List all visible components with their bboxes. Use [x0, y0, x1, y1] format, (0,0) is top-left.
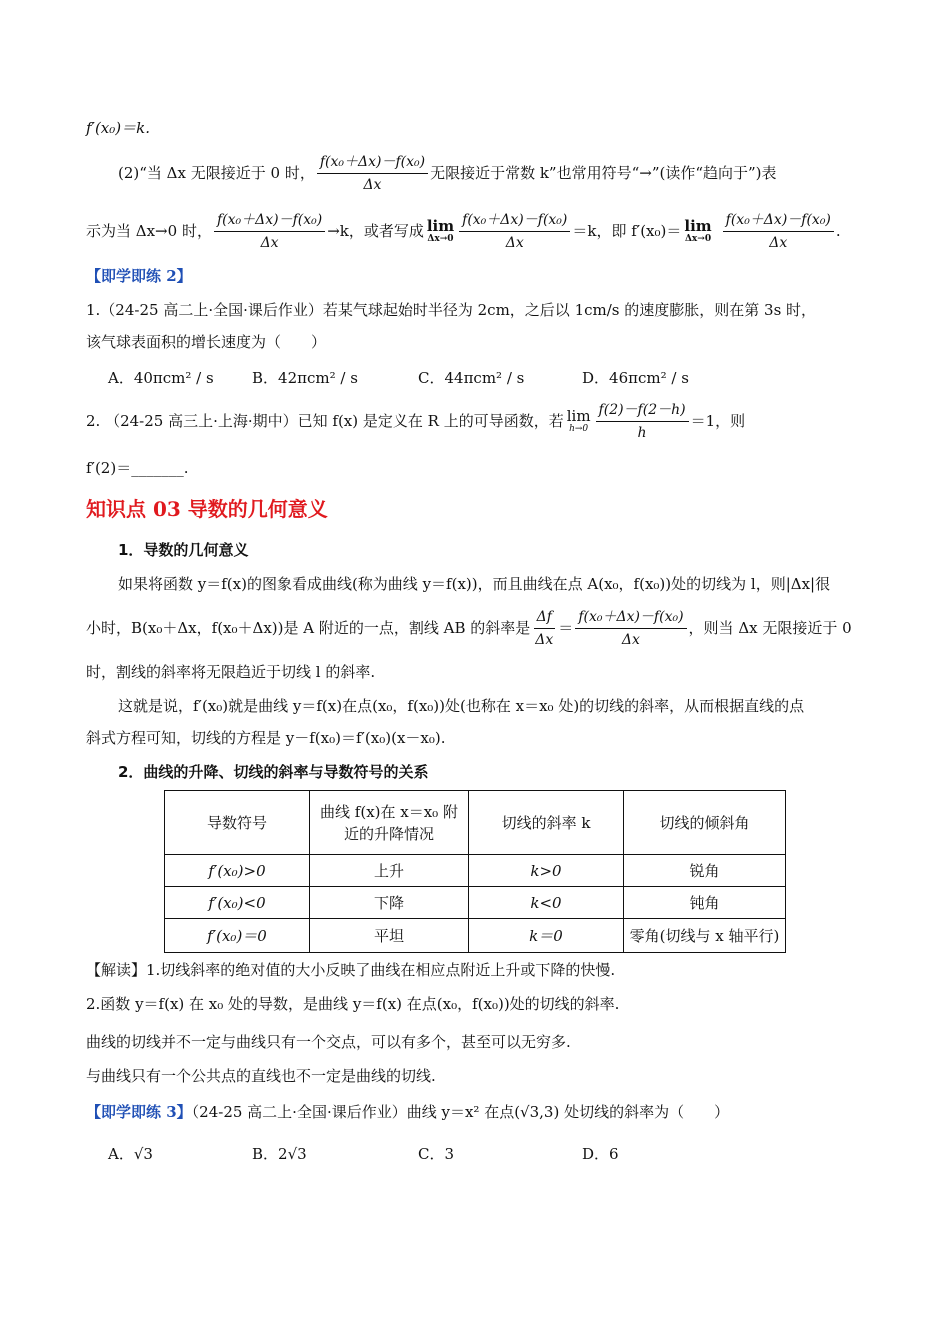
table-header-cell: 导数符号: [165, 791, 310, 855]
para2-line2: [86, 208, 841, 254]
table-header-row: [165, 791, 786, 855]
limit-subscript: Δx→0: [684, 234, 712, 244]
difference-quotient: [317, 153, 428, 194]
practice3-line: [86, 1102, 729, 1122]
fraction-numerator: Δf: [534, 608, 555, 629]
practice2-q2-line2: f′(2)＝_______.: [86, 459, 189, 477]
fraction-denominator: Δx: [363, 176, 382, 193]
equals-sign: ＝: [558, 619, 574, 637]
table-cell: 钝角: [624, 887, 786, 919]
table-row: [165, 887, 786, 919]
fraction-numerator: f(x₀＋Δx)－f(x₀): [723, 211, 834, 232]
fraction-denominator: Δx: [769, 234, 788, 251]
table-cell: 零角(切线与 x 轴平行): [624, 919, 786, 953]
section-p1-text-a: 小时，B(x₀＋Δx，f(x₀＋Δx))是 A 附近的一点，割线 AB 的斜率是: [86, 619, 531, 637]
table-header-cell: 曲线 f(x)在 x＝x₀ 附近的升降情况: [310, 791, 469, 855]
para2-text-e: ＝k，即 f′(x₀)＝: [572, 222, 682, 240]
section-p1-line1: 如果将函数 y＝f(x)的图象看成曲线(称为曲线 y＝f(x))，而且曲线在点 A(x₀，f(x₀))处的切线为 l，则|Δx|很: [118, 575, 831, 593]
note-4: 与曲线只有一个公共点的直线也不一定是曲线的切线.: [86, 1067, 436, 1085]
para2-text-d: →k，或者写成: [327, 222, 424, 240]
fraction-numerator: f(2)－f(2－h): [596, 401, 689, 422]
table-row: [165, 919, 786, 953]
table-cell: f′(x₀)＝0: [165, 919, 310, 953]
section-heading: 知识点 03 导数的几何意义: [86, 497, 328, 521]
para2-text-f: .: [835, 222, 841, 240]
section-p1-text-b: ，则当 Δx 无限接近于 0: [688, 619, 852, 637]
practice2-title: 【即学即练 2】: [86, 267, 192, 285]
limit-symbol: [684, 218, 711, 244]
derivative-sign-table: [164, 790, 786, 953]
fraction-numerator: f(x₀＋Δx)－f(x₀): [317, 153, 428, 174]
practice2-q2-text-b: ＝1，则: [690, 412, 746, 430]
limit-symbol: [427, 218, 454, 244]
table-cell: 下降: [310, 887, 469, 919]
practice2-q1-line1: 1.（24-25 高二上·全国·课后作业）若某气球起始时半径为 2cm，之后以 1cm/s 的速度膨胀，则在第 3s 时，: [86, 301, 817, 319]
table-cell: 平坦: [310, 919, 469, 953]
fraction-denominator: Δx: [535, 631, 554, 648]
para2-text-c: 示为当 Δx→0 时，: [86, 222, 212, 240]
table-cell: k＝0: [469, 919, 624, 953]
practice2-q1-line2: 该气球表面积的增长速度为（ ）: [86, 333, 327, 351]
fraction-numerator: f(x₀＋Δx)－f(x₀): [459, 211, 570, 232]
limit-symbol: [567, 408, 591, 434]
q2-fraction: [596, 401, 689, 442]
fraction-denominator: Δx: [505, 234, 524, 251]
table-cell: 锐角: [624, 855, 786, 887]
section-p1-line3: 时，割线的斜率将无限趋近于切线 l 的斜率.: [86, 663, 376, 681]
table-cell: k<0: [469, 887, 624, 919]
table-cell: f′(x₀)<0: [165, 887, 310, 919]
practice3-title: 【即学即练 3】: [86, 1103, 192, 1121]
practice3-option-c[interactable]: C．3: [418, 1145, 455, 1163]
practice2-q2-line1: [86, 398, 745, 444]
subsection-1-title: 1．导数的几何意义: [118, 541, 249, 559]
note-3: 曲线的切线并不一定与曲线只有一个交点，可以有多个，甚至可以无穷多.: [86, 1033, 571, 1051]
difference-quotient: [575, 608, 686, 649]
practice2-q1-option-c[interactable]: C．44πcm² / s: [418, 369, 525, 387]
practice2-q1-option-b[interactable]: B．42πcm² / s: [252, 369, 358, 387]
fraction-numerator: f(x₀＋Δx)－f(x₀): [575, 608, 686, 629]
practice3-option-a[interactable]: A．√3: [108, 1145, 153, 1163]
para2-text-a: (2)“当 Δx 无限接近于 0 时，: [118, 164, 315, 182]
limit-word: lim: [566, 407, 591, 425]
practice3-option-d[interactable]: D．6: [582, 1145, 619, 1163]
section-p2-line1: 这就是说，f′(x₀)就是曲线 y＝f(x)在点(x₀，f(x₀))处(也称在 x＝x₀ 处)的切线的斜率，从而根据直线的点: [118, 697, 805, 715]
fraction-denominator: Δx: [621, 631, 640, 648]
slope-fraction: [532, 608, 556, 649]
practice2-q2-text-a: 2. （24-25 高三上·上海·期中）已知 f(x) 是定义在 R 上的可导函数，若: [86, 412, 564, 430]
section-p1-line2: [86, 605, 852, 651]
difference-quotient: [214, 211, 325, 252]
limit-word: lim: [426, 217, 455, 235]
note-1: 【解读】1.切线斜率的绝对值的大小反映了曲线在相应点附近上升或下降的快慢.: [86, 961, 616, 979]
fraction-denominator: h: [637, 424, 647, 441]
difference-quotient: [459, 211, 570, 252]
limit-subscript: h→0: [569, 424, 589, 434]
practice2-q1-option-a[interactable]: A．40πcm² / s: [108, 369, 214, 387]
para2-line1: [118, 150, 777, 196]
table-cell: f′(x₀)>0: [165, 855, 310, 887]
section-p2-line2: 斜式方程可知，切线的方程是 y－f(x₀)＝f′(x₀)(x－x₀).: [86, 729, 446, 747]
fraction-denominator: Δx: [260, 234, 279, 251]
practice3-question: （24-25 高二上·全国·课后作业）曲线 y＝x² 在点(√3,3) 处切线的斜率为（ ）: [191, 1103, 730, 1121]
table-cell: k>0: [469, 855, 624, 887]
limit-word: lim: [684, 217, 712, 235]
limit-subscript: Δx→0: [427, 234, 454, 244]
table-cell: 上升: [310, 855, 469, 887]
derivative-definition: f′(x₀)＝k.: [86, 119, 150, 137]
fraction-numerator: f(x₀＋Δx)－f(x₀): [214, 211, 325, 232]
practice2-q1-option-d[interactable]: D．46πcm² / s: [582, 369, 689, 387]
table-header-cell: 切线的斜率 k: [469, 791, 624, 855]
practice3-option-b[interactable]: B．2√3: [252, 1145, 307, 1163]
para2-text-b: 无限接近于常数 k”也常用符号“→”(读作“趋向于”)表: [430, 164, 777, 182]
difference-quotient: [723, 211, 834, 252]
table-header-cell: 切线的倾斜角: [624, 791, 786, 855]
table-row: [165, 855, 786, 887]
subsection-2-title: 2．曲线的升降、切线的斜率与导数符号的关系: [118, 763, 429, 781]
note-2: 2.函数 y＝f(x) 在 x₀ 处的导数，是曲线 y＝f(x) 在点(x₀，f(x₀))处的切线的斜率.: [86, 995, 620, 1013]
